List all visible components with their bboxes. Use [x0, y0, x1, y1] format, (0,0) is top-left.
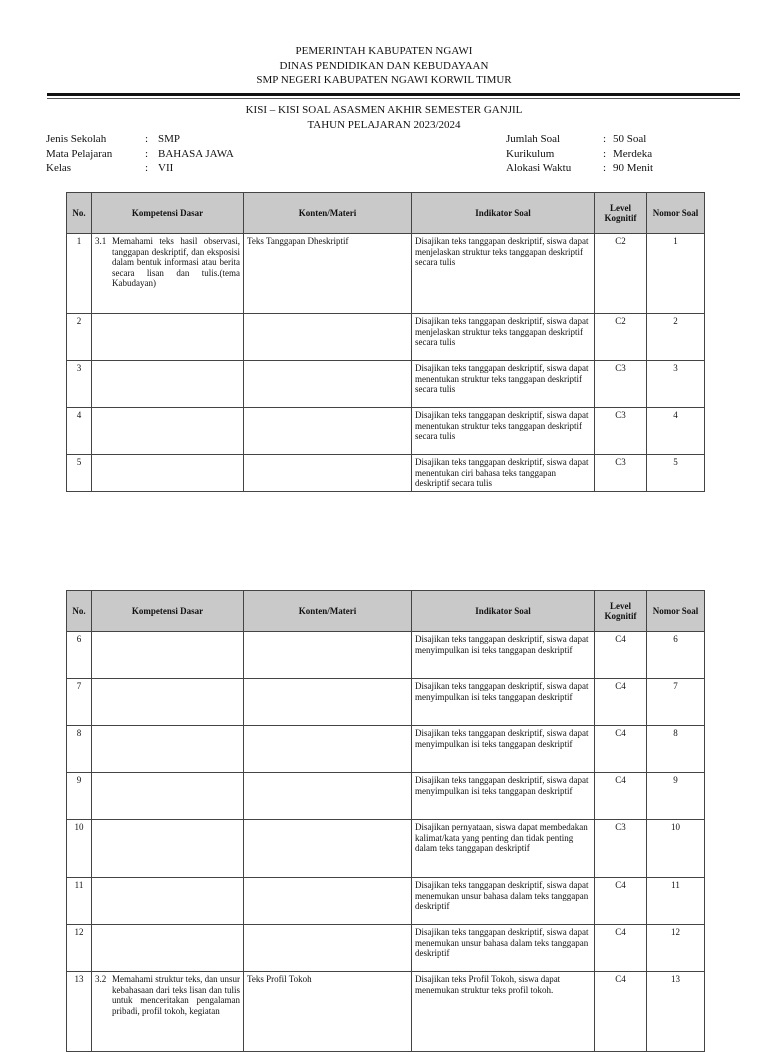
- cell-no: 3: [67, 361, 92, 408]
- cell-level: C3: [595, 820, 647, 878]
- cell-level: C4: [595, 773, 647, 820]
- cell-no: 11: [67, 878, 92, 925]
- table-row: [67, 679, 705, 726]
- info-label: Jenis Sekolah: [46, 133, 107, 145]
- table-row: [67, 726, 705, 773]
- cell-indikator: Disajikan teks tanggapan deskriptif, siswa dapat menyimpulkan isi teks tanggapan deskriptif: [412, 679, 595, 726]
- cell-nomor: 10: [647, 820, 705, 878]
- cell-nomor: 4: [647, 408, 705, 455]
- cell-kompetensi: [92, 234, 244, 314]
- cell-kompetensi: [92, 972, 244, 1052]
- col-header-kompetensi: Kompetensi Dasar: [92, 193, 244, 234]
- info-row: [506, 147, 746, 162]
- cell-kompetensi: [92, 632, 244, 679]
- cell-nomor: 8: [647, 726, 705, 773]
- info-label: Mata Pelajaran: [46, 147, 113, 160]
- kompetensi-number: 3.1: [95, 236, 107, 246]
- kompetensi-content: [95, 974, 240, 1016]
- col-header-indikator: Indikator Soal: [412, 591, 595, 632]
- col-header-level: Level Kognitif: [595, 193, 647, 234]
- cell-level: C4: [595, 878, 647, 925]
- table-row: [67, 455, 705, 492]
- cell-kompetensi: [92, 925, 244, 972]
- table-row: [67, 972, 705, 1052]
- cell-no: 6: [67, 632, 92, 679]
- cell-nomor: 3: [647, 361, 705, 408]
- cell-level: C4: [595, 925, 647, 972]
- cell-kompetensi: [92, 820, 244, 878]
- table-row: [67, 361, 705, 408]
- table-row: [67, 314, 705, 361]
- document-title: [0, 103, 768, 132]
- info-separator: :: [145, 147, 149, 160]
- table-header-row: [67, 193, 705, 234]
- cell-no: 2: [67, 314, 92, 361]
- col-header-level: Level Kognitif: [595, 591, 647, 632]
- cell-no: 8: [67, 726, 92, 773]
- cell-no: 10: [67, 820, 92, 878]
- table-row: [67, 234, 705, 314]
- info-value: 90 Menit: [613, 162, 654, 174]
- cell-indikator: Disajikan teks tanggapan deskriptif, siswa dapat menemukan unsur bahasa dalam teks tanggapan deskriptif: [412, 878, 595, 925]
- cell-kompetensi: [92, 726, 244, 773]
- cell-indikator: Disajikan teks tanggapan deskriptif, siswa dapat menyimpulkan isi teks tanggapan deskriptif: [412, 632, 595, 679]
- document-header: [0, 44, 768, 88]
- info-row: [46, 161, 346, 176]
- cell-indikator: Disajikan teks Profil Tokoh, siswa dapat menemukan struktur teks profil tokoh.: [412, 972, 595, 1052]
- cell-indikator: Disajikan teks tanggapan deskriptif, siswa dapat menyimpulkan isi teks tanggapan deskriptif: [412, 726, 595, 773]
- cell-indikator: Disajikan teks tanggapan deskriptif, siswa dapat menjelaskan struktur teks tanggapan deskriptif secara tulis: [412, 314, 595, 361]
- cell-no: 12: [67, 925, 92, 972]
- cell-kompetensi: [92, 314, 244, 361]
- cell-kompetensi: [92, 361, 244, 408]
- info-separator: :: [603, 133, 607, 145]
- cell-level: C4: [595, 972, 647, 1052]
- kompetensi-content: [95, 236, 240, 289]
- cell-kompetensi: [92, 773, 244, 820]
- cell-konten: [244, 314, 412, 361]
- table-row: [67, 878, 705, 925]
- cell-konten: [244, 878, 412, 925]
- cell-nomor: 2: [647, 314, 705, 361]
- cell-level: C4: [595, 679, 647, 726]
- col-header-no: No.: [67, 193, 92, 234]
- col-header-nomor: Nomor Soal: [647, 591, 705, 632]
- cell-nomor: 13: [647, 972, 705, 1052]
- header-government: PEMERINTAH KABUPATEN NGAWI: [295, 45, 473, 57]
- header-department: DINAS PENDIDIKAN DAN KEBUDAYAAN: [279, 59, 489, 72]
- kompetensi-number: 3.2: [95, 974, 107, 984]
- cell-no: 7: [67, 679, 92, 726]
- cell-konten: [244, 726, 412, 773]
- cell-nomor: 7: [647, 679, 705, 726]
- cell-nomor: 1: [647, 234, 705, 314]
- info-value: 50 Soal: [613, 133, 647, 145]
- cell-konten: [244, 455, 412, 492]
- info-right: [506, 132, 746, 176]
- info-separator: :: [145, 162, 149, 174]
- cell-indikator: Disajikan pernyataan, siswa dapat membedakan kalimat/kata yang penting dan tidak penting dalam teks tanggapan deskriptif: [412, 820, 595, 878]
- info-left: [46, 132, 346, 176]
- kisi-table: [66, 192, 705, 492]
- col-header-no: No.: [67, 591, 92, 632]
- cell-konten: [244, 820, 412, 878]
- cell-level: C2: [595, 314, 647, 361]
- table-row: [67, 925, 705, 972]
- cell-indikator: Disajikan teks tanggapan deskriptif, siswa dapat menyimpulkan isi teks tanggapan deskriptif: [412, 773, 595, 820]
- cell-konten: [244, 408, 412, 455]
- cell-konten: Teks Profil Tokoh: [244, 972, 412, 1052]
- cell-nomor: 5: [647, 455, 705, 492]
- cell-indikator: Disajikan teks tanggapan deskriptif, siswa dapat menemukan unsur bahasa dalam teks tanggapan deskriptif: [412, 925, 595, 972]
- cell-indikator: Disajikan teks tanggapan deskriptif, siswa dapat menentukan ciri bahasa teks tanggapan deskriptif secara tulis: [412, 455, 595, 492]
- cell-kompetensi: [92, 455, 244, 492]
- table-row: [67, 408, 705, 455]
- col-header-kompetensi: Kompetensi Dasar: [92, 591, 244, 632]
- cell-level: C2: [595, 234, 647, 314]
- cell-indikator: Disajikan teks tanggapan deskriptif, siswa dapat menentukan struktur teks tanggapan deskriptif secara tulis: [412, 408, 595, 455]
- cell-konten: [244, 632, 412, 679]
- cell-indikator: Disajikan teks tanggapan deskriptif, siswa dapat menentukan struktur teks tanggapan deskriptif secara tulis: [412, 361, 595, 408]
- info-label: Kurikulum: [506, 147, 555, 160]
- col-header-nomor: Nomor Soal: [647, 193, 705, 234]
- info-row: [46, 132, 346, 147]
- table-header-row: [67, 591, 705, 632]
- cell-nomor: 12: [647, 925, 705, 972]
- cell-no: 9: [67, 773, 92, 820]
- title-line: KISI – KISI SOAL ASASMEN AKHIR SEMESTER GANJIL: [245, 104, 523, 116]
- info-label: Jumlah Soal: [506, 133, 561, 145]
- col-header-indikator: Indikator Soal: [412, 193, 595, 234]
- cell-kompetensi: [92, 679, 244, 726]
- header-divider-thin: [47, 98, 740, 99]
- cell-level: C4: [595, 726, 647, 773]
- kompetensi-text: Memahami teks hasil observasi, tanggapan deskriptif, dan eksposisi dalam bentuk informasi atau berita secara lisan dan tulis.(tema Kabudayan): [112, 236, 240, 288]
- info-row: [506, 132, 746, 147]
- header-school: SMP NEGERI KABUPATEN NGAWI KORWIL TIMUR: [256, 74, 512, 86]
- cell-kompetensi: [92, 878, 244, 925]
- cell-indikator: Disajikan teks tanggapan deskriptif, siswa dapat menjelaskan struktur teks tanggapan deskriptif secara tulis: [412, 234, 595, 314]
- cell-level: C4: [595, 632, 647, 679]
- col-header-konten: Konten/Materi: [244, 591, 412, 632]
- table-row: [67, 820, 705, 878]
- cell-no: 5: [67, 455, 92, 492]
- info-value: SMP: [158, 133, 181, 145]
- cell-level: C3: [595, 455, 647, 492]
- title-year: TAHUN PELAJARAN 2023/2024: [307, 118, 461, 131]
- cell-no: 13: [67, 972, 92, 1052]
- kisi-table: [66, 590, 705, 1052]
- info-value: BAHASA JAWA: [158, 147, 234, 160]
- info-separator: :: [145, 133, 149, 145]
- kompetensi-text: Memahami struktur teks, dan unsur kebahasaan dari teks lisan dan tulis untuk menceritakan pengalaman pribadi, profil tokoh, kegiatan: [112, 974, 240, 1016]
- info-value: Merdeka: [613, 147, 653, 160]
- info-label: Kelas: [46, 162, 72, 174]
- cell-konten: Teks Tanggapan Dheskriptif: [244, 234, 412, 314]
- cell-nomor: 6: [647, 632, 705, 679]
- cell-nomor: 11: [647, 878, 705, 925]
- table-row: [67, 773, 705, 820]
- info-row: [506, 161, 746, 176]
- col-header-konten: Konten/Materi: [244, 193, 412, 234]
- info-row: [46, 147, 346, 162]
- cell-level: C3: [595, 408, 647, 455]
- cell-konten: [244, 773, 412, 820]
- cell-no: 4: [67, 408, 92, 455]
- cell-konten: [244, 361, 412, 408]
- header-divider: [47, 93, 740, 96]
- info-separator: :: [603, 147, 607, 160]
- info-value: VII: [158, 162, 174, 174]
- cell-konten: [244, 925, 412, 972]
- cell-nomor: 9: [647, 773, 705, 820]
- cell-kompetensi: [92, 408, 244, 455]
- table-row: [67, 632, 705, 679]
- info-separator: :: [603, 162, 607, 174]
- cell-konten: [244, 679, 412, 726]
- info-label: Alokasi Waktu: [506, 162, 572, 174]
- cell-no: 1: [67, 234, 92, 314]
- cell-level: C3: [595, 361, 647, 408]
